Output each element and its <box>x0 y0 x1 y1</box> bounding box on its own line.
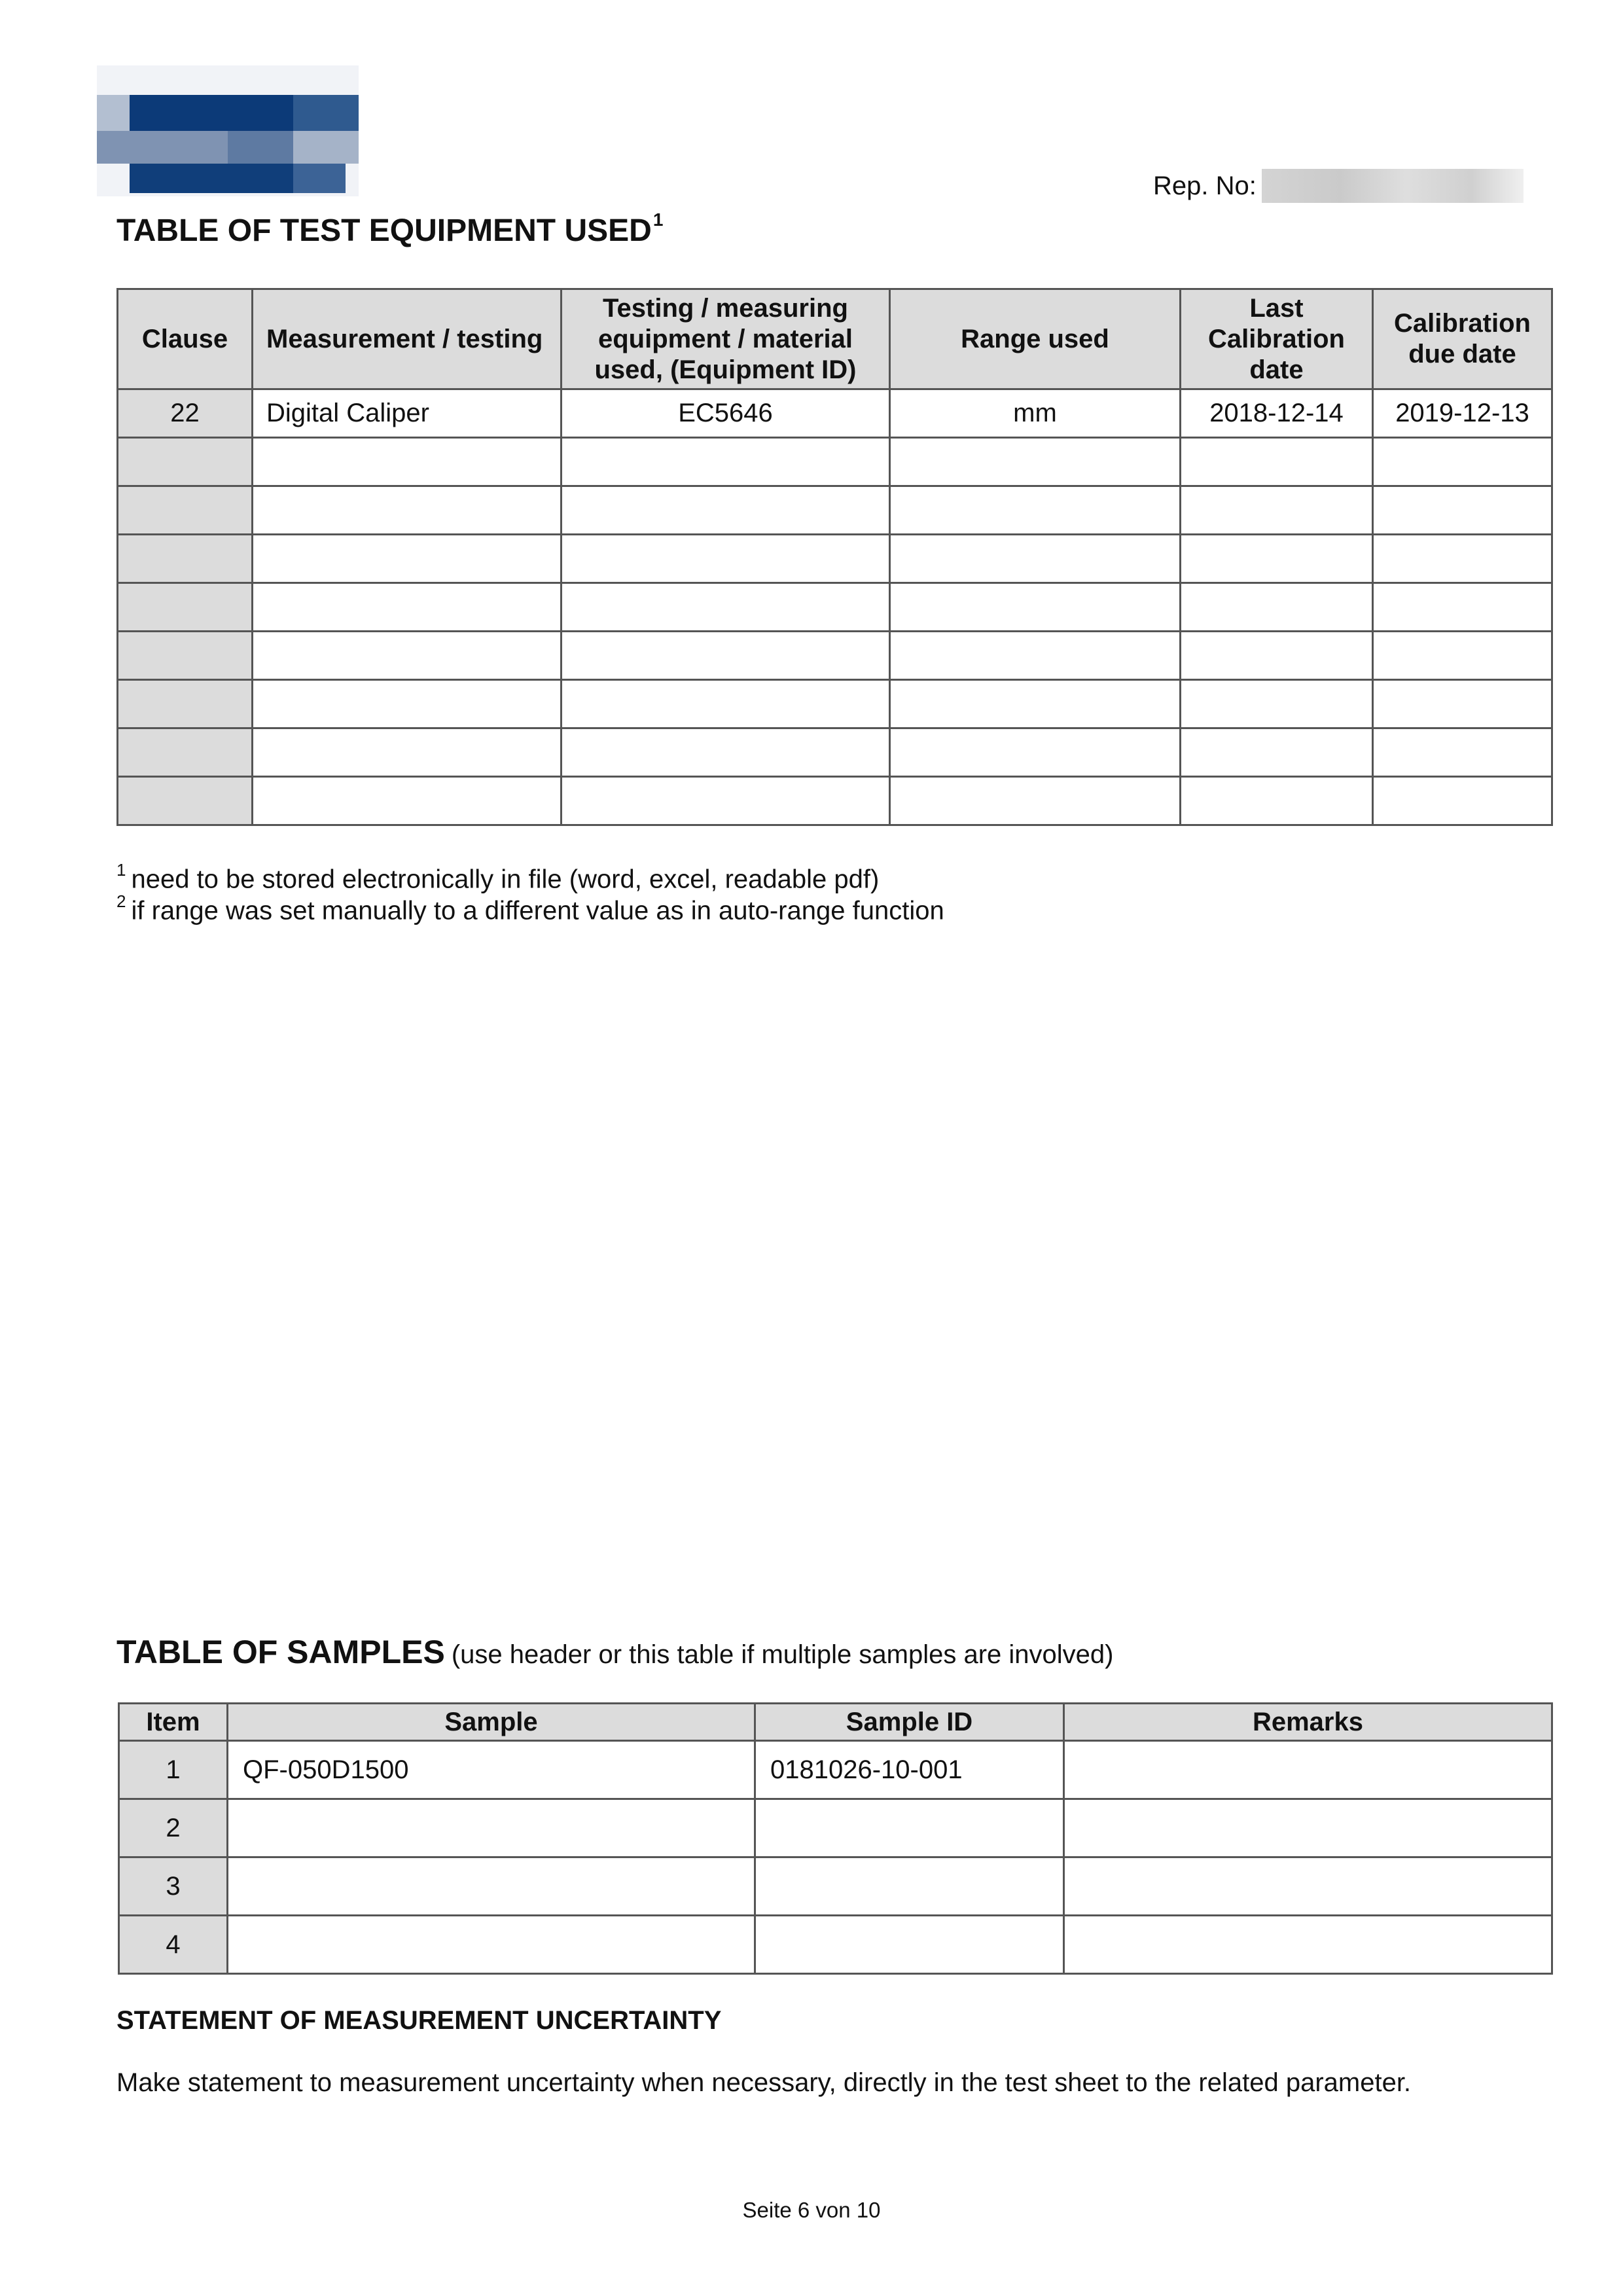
equipment-table-title: TABLE OF TEST EQUIPMENT USED$^1$ <box>116 209 664 248</box>
column-header: Testing / measuring equipment / material used, (Equipment ID) <box>562 289 890 389</box>
table-cell <box>890 632 1181 680</box>
table-cell: 4 <box>119 1916 228 1974</box>
table-cell <box>1373 486 1552 535</box>
table-cell <box>1181 438 1373 486</box>
table-cell <box>1373 728 1552 777</box>
table-cell <box>1373 583 1552 632</box>
table-cell <box>1181 583 1373 632</box>
table-cell: 0181026-10-001 <box>755 1741 1064 1799</box>
samples-table-header <box>119 1704 1552 1741</box>
table-cell <box>1181 777 1373 825</box>
table-cell: 3 <box>119 1857 228 1916</box>
table-cell <box>562 728 890 777</box>
table-cell <box>118 632 253 680</box>
table-cell <box>253 777 562 825</box>
report-number <box>1153 169 1524 203</box>
table-cell: 2019-12-13 <box>1373 389 1552 438</box>
table-row <box>118 583 1552 632</box>
table-row <box>119 1857 1552 1916</box>
table-cell <box>118 438 253 486</box>
column-header: Last Calibration date <box>1181 289 1373 389</box>
table-row <box>118 632 1552 680</box>
table-cell <box>118 680 253 728</box>
table-row <box>118 728 1552 777</box>
table-cell <box>118 728 253 777</box>
table-cell <box>562 583 890 632</box>
table-cell: EC5646 <box>562 389 890 438</box>
table-cell <box>253 632 562 680</box>
table-cell <box>890 728 1181 777</box>
redacted-report-number <box>1262 169 1524 203</box>
table-cell <box>118 486 253 535</box>
report-number-label: Rep. No: <box>1153 171 1257 200</box>
table-cell <box>755 1799 1064 1857</box>
table-row <box>119 1916 1552 1974</box>
column-header: Measurement / testing <box>253 289 562 389</box>
table-row <box>118 680 1552 728</box>
table-cell <box>755 1857 1064 1916</box>
table-cell <box>1373 632 1552 680</box>
samples-table <box>118 1702 1553 1975</box>
table-cell <box>1373 680 1552 728</box>
table-cell <box>1373 535 1552 583</box>
table-cell <box>890 680 1181 728</box>
table-cell: 1 <box>119 1741 228 1799</box>
table-row <box>118 389 1552 438</box>
table-cell <box>253 728 562 777</box>
table-cell: 2018-12-14 <box>1181 389 1373 438</box>
table-cell <box>253 680 562 728</box>
table-cell <box>1181 535 1373 583</box>
table-cell <box>1064 1741 1552 1799</box>
table-cell <box>890 777 1181 825</box>
equipment-table-header <box>118 289 1552 389</box>
table-cell <box>890 486 1181 535</box>
column-header: Clause <box>118 289 253 389</box>
table-cell <box>890 438 1181 486</box>
table-row <box>119 1741 1552 1799</box>
table-cell <box>1373 438 1552 486</box>
table-cell <box>562 632 890 680</box>
column-header: Item <box>119 1704 228 1741</box>
column-header: Calibration due date <box>1373 289 1552 389</box>
table-cell <box>228 1857 755 1916</box>
table-cell <box>253 583 562 632</box>
table-row <box>119 1799 1552 1857</box>
table-cell <box>1181 486 1373 535</box>
table-row <box>118 535 1552 583</box>
table-cell <box>1181 632 1373 680</box>
table-cell <box>755 1916 1064 1974</box>
table-cell <box>1181 728 1373 777</box>
column-header: Range used <box>890 289 1181 389</box>
table-cell: 22 <box>118 389 253 438</box>
table-cell <box>253 486 562 535</box>
table-cell <box>562 680 890 728</box>
table-cell <box>118 535 253 583</box>
footnote-1: $^1$ need to be stored electronically in file (word, excel, readable pdf) <box>116 860 880 894</box>
table-cell <box>253 438 562 486</box>
table-cell <box>228 1916 755 1974</box>
table-row <box>118 438 1552 486</box>
table-cell <box>1373 777 1552 825</box>
table-cell <box>1181 680 1373 728</box>
column-header: Sample ID <box>755 1704 1064 1741</box>
uncertainty-text: Make statement to measurement uncertainty when necessary, directly in the test sheet to the related parameter. <box>116 2068 1412 2097</box>
column-header: Remarks <box>1064 1704 1552 1741</box>
equipment-table <box>116 288 1553 826</box>
table-cell <box>228 1799 755 1857</box>
company-logo <box>97 65 359 196</box>
table-cell <box>562 535 890 583</box>
table-cell <box>1064 1916 1552 1974</box>
table-cell <box>1064 1857 1552 1916</box>
samples-table-title: TABLE OF SAMPLES (use header or this table if multiple samples are involved) <box>116 1634 1114 1670</box>
table-cell <box>253 535 562 583</box>
table-row <box>118 777 1552 825</box>
uncertainty-title: STATEMENT OF MEASUREMENT UNCERTAINTY <box>116 2006 722 2035</box>
table-cell: 2 <box>119 1799 228 1857</box>
table-cell: mm <box>890 389 1181 438</box>
table-cell <box>562 438 890 486</box>
table-cell <box>890 535 1181 583</box>
column-header: Sample <box>228 1704 755 1741</box>
table-row <box>118 486 1552 535</box>
table-cell: Digital Caliper <box>253 389 562 438</box>
table-cell <box>562 777 890 825</box>
footnote-2: $^2$ if range was set manually to a different value as in auto-range function <box>116 891 944 925</box>
table-cell <box>1064 1799 1552 1857</box>
table-cell <box>118 777 253 825</box>
table-cell <box>562 486 890 535</box>
table-cell <box>890 583 1181 632</box>
page-number: Seite 6 von 10 <box>742 2198 881 2222</box>
table-cell: QF-050D1500 <box>228 1741 755 1799</box>
table-cell <box>118 583 253 632</box>
